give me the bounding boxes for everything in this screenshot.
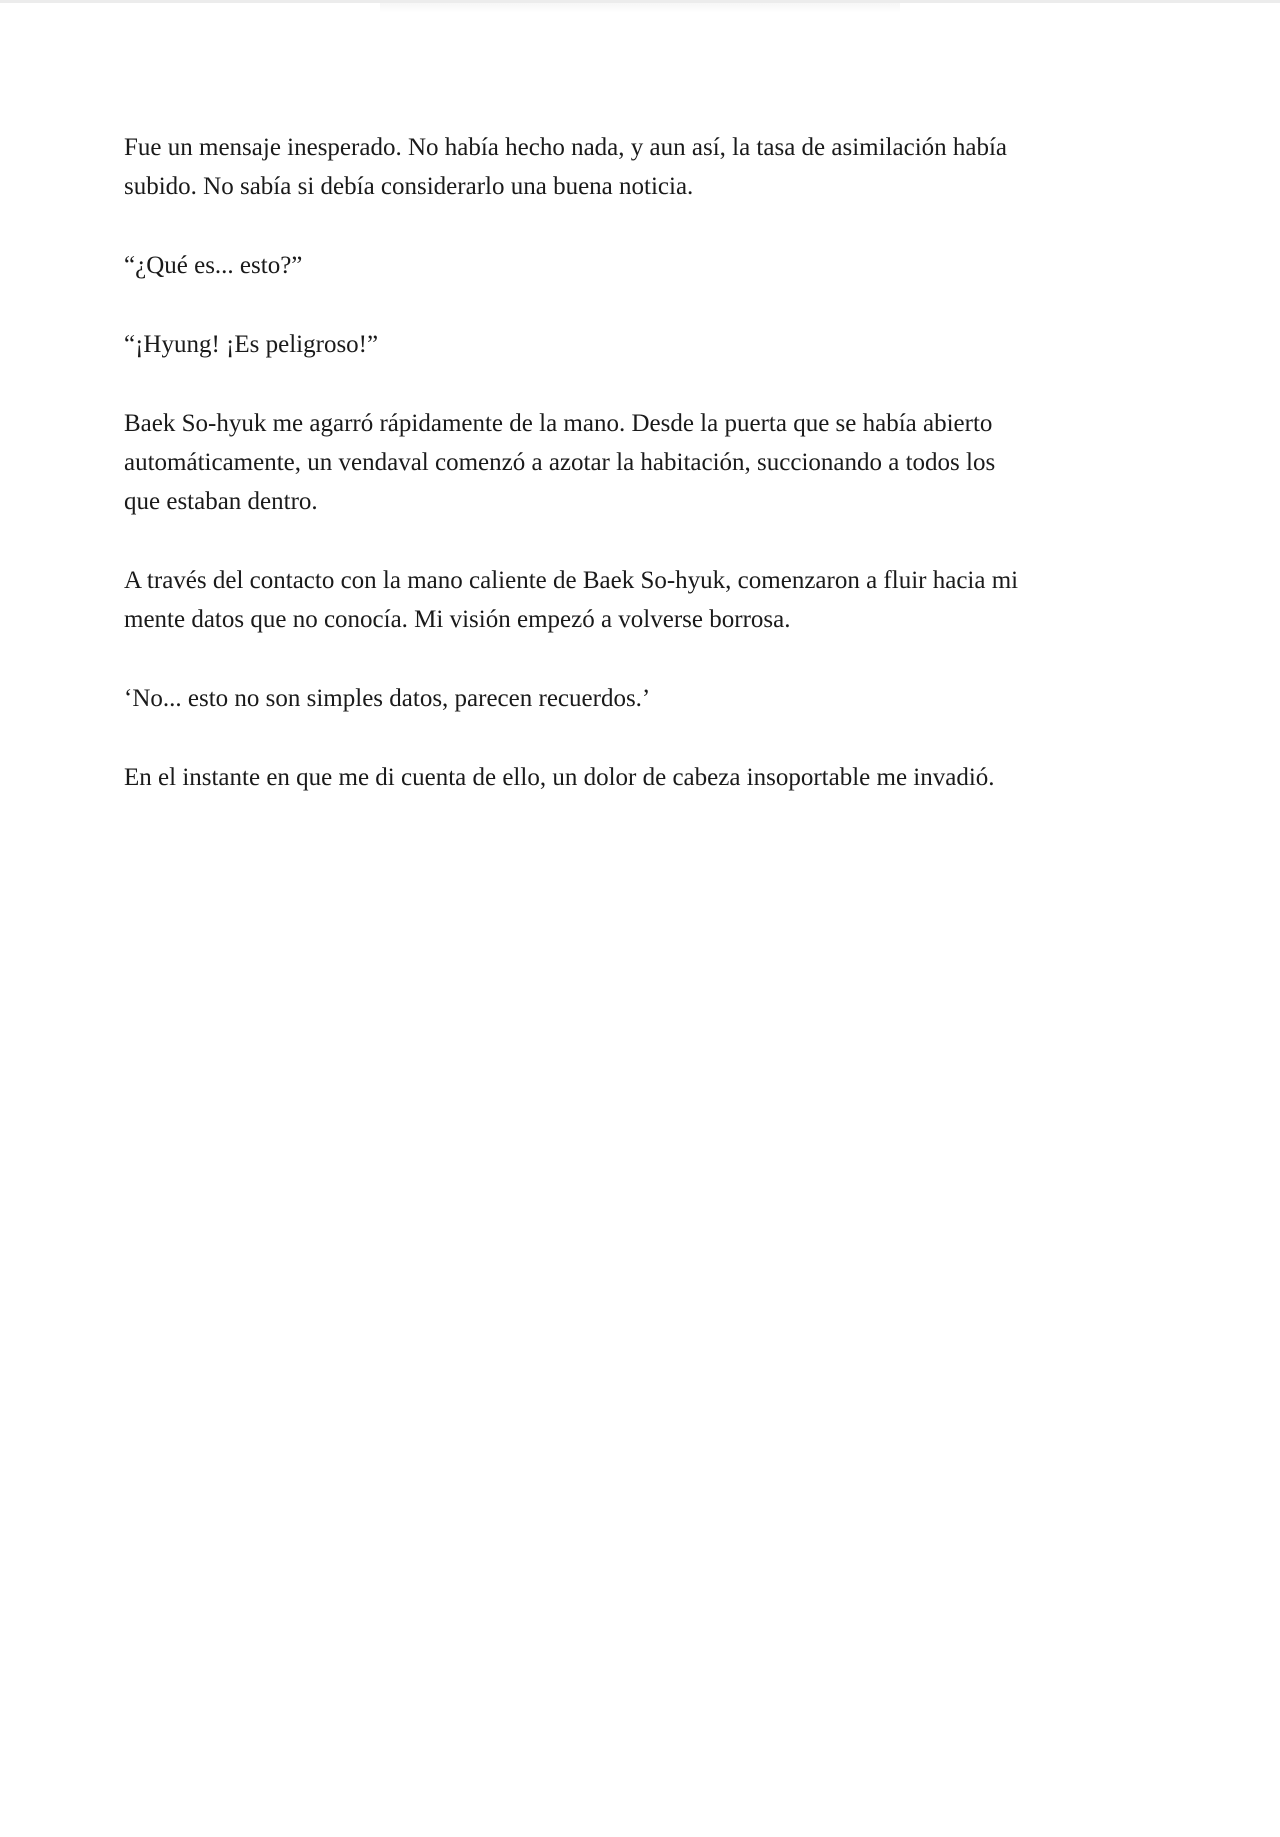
text-line: ‘No... esto no son simples datos, parecen recuerdos.’ [124,685,651,712]
paragraph [124,128,1184,206]
paragraph [124,561,1184,639]
text-line: automáticamente, un vendaval comenzó a azotar la habitación, succionando a todos los [124,449,996,476]
text-line: A través del contacto con la mano caliente de Baek So-hyuk, comenzaron a fluir hacia mi [124,567,1019,594]
paragraph [124,404,1184,521]
text-line: En el instante en que me di cuenta de ello, un dolor de cabeza insoportable me invadió. [124,764,995,791]
top-shadow [380,3,900,13]
text-line: “¡Hyung! ¡Es peligroso!” [124,331,379,358]
text-line: que estaban dentro. [124,488,318,515]
text-line: mente datos que no conocía. Mi visión empezó a volverse borrosa. [124,606,791,633]
text-line: Fue un mensaje inesperado. No había hecho nada, y aun así, la tasa de asimilación había [124,134,1008,161]
paragraph [124,679,1184,718]
paragraph [124,325,1184,364]
document-body [124,128,1184,837]
paragraph [124,758,1184,797]
paragraph [124,246,1184,285]
text-line: Baek So-hyuk me agarró rápidamente de la mano. Desde la puerta que se había abierto [124,410,993,437]
text-line: “¿Qué es... esto?” [124,252,303,279]
text-line: subido. No sabía si debía considerarlo una buena noticia. [124,173,694,200]
